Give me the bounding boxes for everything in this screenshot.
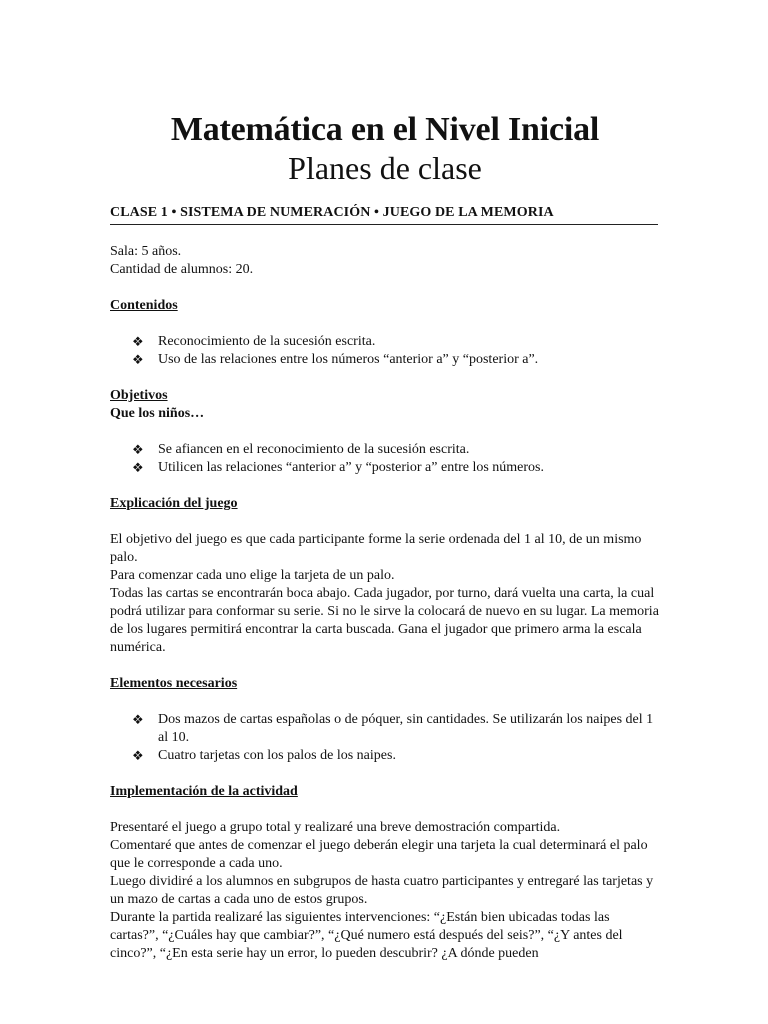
diamond-bullet-icon: ❖ [132,352,144,367]
list-item-text: Se afiancen en el reconocimiento de la sucesión escrita. [158,442,470,457]
sala-line: Sala: 5 años. [110,244,182,259]
elementos-list [110,711,660,765]
list-item [132,459,660,477]
explicacion-paragraph: Todas las cartas se encontrarán boca abajo. Cada jugador, por turno, dará vuelta una carta, la cual podrá utilizar para conformar su serie. Si no le sirve la colocará de nuevo en su lugar. La memoria de los lugares permitirá encontrar la carta buscada. Gana el jugador que primero arma la escala numérica. [110,586,659,655]
document-page [110,0,660,1024]
list-item [132,711,660,747]
objetivos-heading: Objetivos [110,388,168,403]
diamond-bullet-icon: ❖ [132,748,144,763]
implementacion-paragraph: Presentaré el juego a grupo total y realizaré una breve demostración compartida. [110,820,561,835]
explicacion-paragraph: El objetivo del juego es que cada participante forme la serie ordenada del 1 al 10, de un mismo palo. [110,532,642,565]
contenidos-list [110,333,660,369]
class-heading: CLASE 1 • SISTEMA DE NUMERACIÓN • JUEGO DE LA MEMORIA [110,203,658,225]
diamond-bullet-icon: ❖ [132,712,144,727]
implementacion-heading: Implementación de la actividad [110,784,298,799]
list-item [132,747,660,765]
explicacion-paragraph: Para comenzar cada uno elige la tarjeta de un palo. [110,568,395,583]
list-item [132,441,660,459]
list-item-text: Reconocimiento de la sucesión escrita. [158,334,376,349]
list-item-text: Utilicen las relaciones “anterior a” y “posterior a” entre los números. [158,460,545,475]
implementacion-paragraph: Luego dividiré a los alumnos en subgrupos de hasta cuatro participantes y entregaré las tarjetas y un mazo de cartas a cada uno de estos grupos. [110,874,654,907]
document-title: Matemática en el Nivel Inicial [170,111,600,148]
list-item-text: Dos mazos de cartas españolas o de póquer, sin cantidades. Se utilizarán los naipes del 1 al 10. [158,712,654,745]
list-item [132,333,660,351]
cantidad-line: Cantidad de alumnos: 20. [110,262,254,277]
elementos-heading: Elementos necesarios [110,676,238,691]
implementacion-paragraph: Durante la partida realizaré las siguientes intervenciones: “¿Están bien ubicadas todas las cartas?”, “¿Cuáles hay que cambiar?”, “¿Qué numero está después del seis?”, “¿Y antes del cinco?”, “¿En esta serie hay un error, lo pueden descubrir? ¿A dónde pueden [110,910,623,961]
implementacion-paragraph: Comentaré que antes de comenzar el juego deberán elegir una tarjeta la cual determinará el palo que le corresponde a cada uno. [110,838,648,871]
explicacion-heading: Explicación del juego [110,496,238,511]
list-item-text: Cuatro tarjetas con los palos de los naipes. [158,748,396,763]
list-item-text: Uso de las relaciones entre los números “anterior a” y “posterior a”. [158,352,539,367]
objetivos-list [110,441,660,477]
contenidos-heading: Contenidos [110,298,178,313]
diamond-bullet-icon: ❖ [132,334,144,349]
objetivos-subheading: Que los niños… [110,406,205,421]
diamond-bullet-icon: ❖ [132,442,144,457]
document-subtitle: Planes de clase [288,150,482,186]
document-body [110,243,660,963]
list-item [132,351,660,369]
diamond-bullet-icon: ❖ [132,460,144,475]
